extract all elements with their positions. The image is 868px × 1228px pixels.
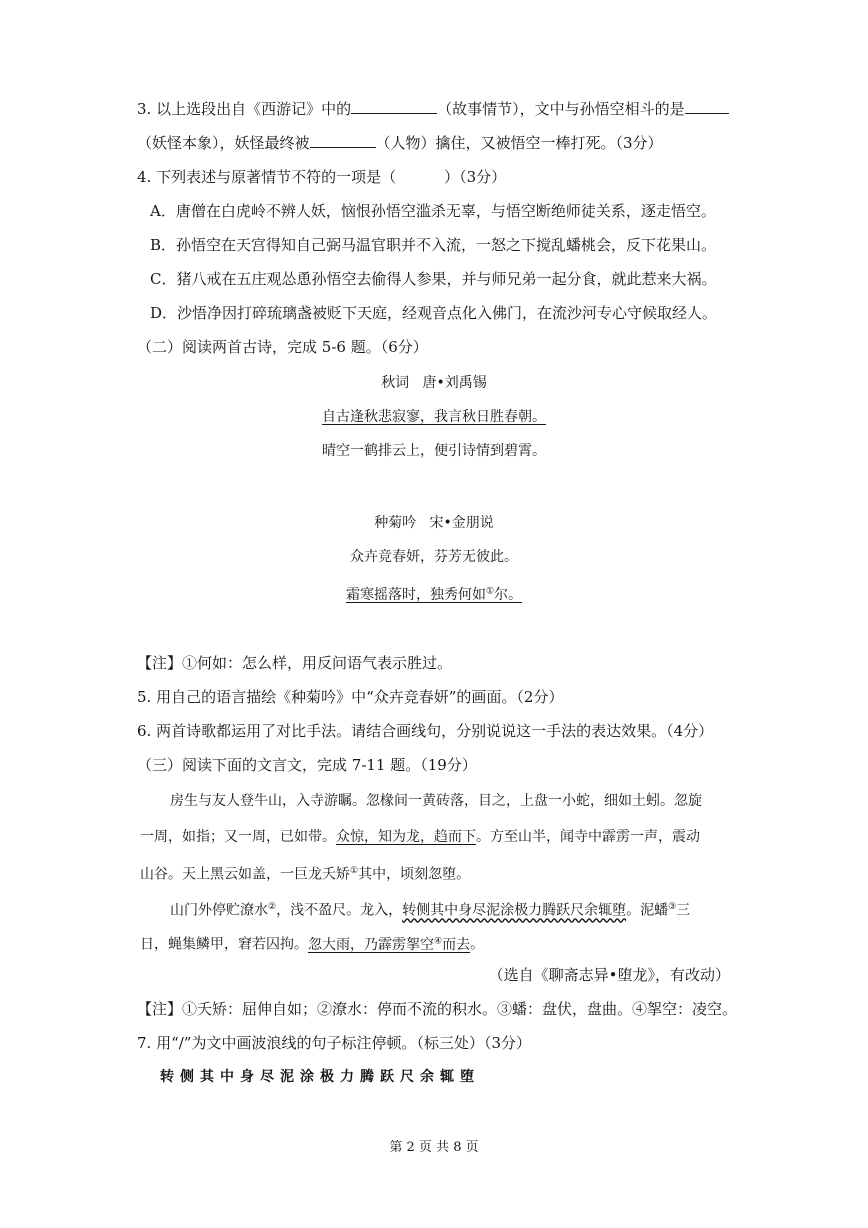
poem-2-title: 种菊吟 bbox=[374, 515, 417, 531]
passage-text: 而去 bbox=[442, 936, 471, 953]
q3-text-2: （故事情节），文中与孙悟空相斗的是 bbox=[437, 100, 685, 118]
poem-1-title-line bbox=[0, 372, 868, 394]
section-3-note: 【注】①夭矫：屈伸自如；②潦水：停而不流的积水。③蟠：盘伏，盘曲。④挐空：凌空。 bbox=[137, 1000, 738, 1018]
q4-option-a: A．唐僧在白虎岭不辨人妖，恼恨孙悟空滥杀无辜，与悟空断绝师徒关系，逐走悟空。 bbox=[150, 202, 716, 220]
footnote-marker: ④ bbox=[434, 936, 443, 946]
footnote-marker: ③ bbox=[668, 902, 677, 912]
passage-text: 其中，顷刻忽堕。 bbox=[358, 866, 471, 883]
answer-blank-person[interactable] bbox=[310, 132, 376, 148]
passage-text: 。泥蟠 bbox=[626, 902, 669, 919]
q4-stem-a: 4. 下列表述与原著情节不符的一项是（ bbox=[137, 168, 397, 186]
poem-1-line-1-wrap bbox=[0, 406, 868, 428]
question-6: 6. 两首诗歌都运用了对比手法。请结合画线句，分别说说这一手法的表达效果。（4分） bbox=[137, 722, 714, 740]
passage-p1-line-1: 房生与友人登牛山，入寺游瞩。忽椽间一黄砖落，目之，上盘一小蛇，细如土蚓。忽旋 bbox=[170, 793, 702, 809]
question-5: 5. 用自己的语言描绘《种菊吟》中“众卉竞春妍”的画面。（2分） bbox=[137, 688, 564, 706]
question-3-line-2 bbox=[137, 132, 663, 154]
q3-text-3: （妖怪本象），妖怪最终被 bbox=[137, 134, 310, 152]
passage-text: 忽大雨，乃霹雳挐空 bbox=[308, 936, 434, 953]
footnote-marker: ① bbox=[350, 866, 359, 876]
q4-option-b: B．孙悟空在天宫得知自己弼马温官职并不入流，一怒之下搅乱蟠桃会，反下花果山。 bbox=[150, 236, 717, 254]
answer-blank-story[interactable] bbox=[351, 98, 437, 114]
q3-text-4: （人物）擒住，又被悟空一棒打死。（3分） bbox=[375, 134, 663, 152]
poem-1-line-1: 自古逢秋悲寂寥，我言秋日胜春朝。 bbox=[322, 409, 546, 425]
passage-text: 。方至山半，闻寺中霹雳一声，震动 bbox=[476, 829, 700, 845]
section-3-heading: （三）阅读下面的文言文，完成 7-11 题。（19分） bbox=[137, 756, 477, 774]
poem-1-title: 秋词 bbox=[381, 375, 410, 391]
answer-blank-monster[interactable] bbox=[685, 98, 729, 114]
question-3-line-1 bbox=[137, 98, 729, 120]
page-footer: 第 2 页 共 8 页 bbox=[389, 1140, 479, 1155]
passage-text: 一周，如指；又一周，已如带。 bbox=[140, 829, 336, 845]
poem-1-line-2: 晴空一鹤排云上，便引诗情到碧霄。 bbox=[322, 443, 546, 459]
poem-2-title-line bbox=[0, 512, 868, 534]
q7-sentence: 转侧其中身尽泥涂极力腾跃尺余辄堕 bbox=[160, 1069, 480, 1085]
passage-p2-line-1 bbox=[170, 896, 690, 922]
passage-p1-line-2 bbox=[140, 826, 700, 848]
footnote-marker: ② bbox=[268, 902, 277, 912]
question-4-stem bbox=[137, 166, 506, 188]
q4-stem-b: ）（3分） bbox=[444, 168, 507, 186]
passage-source: （选自《聊斋志异•堕龙》，有改动） bbox=[488, 966, 730, 984]
q3-text-1: 3. 以上选段出自《西游记》中的 bbox=[137, 100, 352, 118]
poem-2-line-2-b: 尔。 bbox=[494, 586, 523, 603]
question-7: 7. 用“/”为文中画波浪线的句子标注停顿。（标三处）（3分） bbox=[137, 1034, 532, 1052]
passage-p1-line-3 bbox=[140, 860, 470, 886]
poem-2-line-2 bbox=[346, 587, 522, 603]
q4-option-c: C．猪八戒在五庄观怂恿孙悟空去偷得人参果，并与师兄弟一起分食，就此惹来大祸。 bbox=[150, 270, 717, 288]
underlined-sentence: 众惊，知为龙，趋而下 bbox=[336, 829, 476, 845]
passage-text: 山谷。天上黑云如盖，一巨龙夭矫 bbox=[140, 866, 350, 883]
section-2-note: 【注】①何如：怎么样，用反问语气表示胜过。 bbox=[137, 654, 453, 672]
poem-2-line-1: 众卉竞春妍，芬芳无彼此。 bbox=[350, 549, 518, 565]
poem-2-line-2-a: 霜寒摇落时，独秀何如 bbox=[345, 586, 486, 603]
section-2-heading: （二）阅读两首古诗，完成 5-6 题。（6分） bbox=[137, 338, 428, 356]
poem-2-author: 宋•金朋说 bbox=[429, 515, 494, 531]
q4-option-d: D．沙悟净因打碎琉璃盏被贬下天庭，经观音点化入佛门，在流沙河专心守候取经人。 bbox=[150, 304, 718, 322]
passage-text: 日，蝇集鳞甲，窘若囚拘。 bbox=[140, 936, 308, 953]
wavy-underlined-sentence: 转侧其中身尽泥涂极力腾跃尺余辄堕 bbox=[402, 902, 627, 919]
underlined-sentence bbox=[308, 937, 470, 953]
passage-text: 。 bbox=[470, 936, 485, 953]
poem-2-line-2-wrap bbox=[0, 580, 868, 606]
passage-p2-line-2 bbox=[140, 930, 484, 956]
poem-1-author: 唐•刘禹锡 bbox=[422, 375, 487, 391]
passage-text: 三 bbox=[676, 902, 691, 919]
passage-text: 山门外停贮潦水 bbox=[170, 902, 268, 919]
passage-text: ，浅不盈尺。龙入， bbox=[276, 902, 403, 919]
footnote-marker: ① bbox=[485, 586, 495, 596]
